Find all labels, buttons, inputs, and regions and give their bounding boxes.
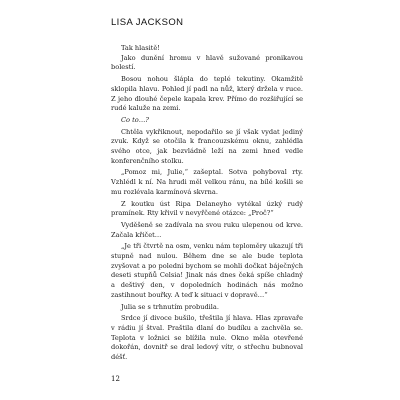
paragraph: „Pomoz mi, Julie,“ zašeptal. Sotva pohyboval rty. Vzhlédl k ní. Na hrudi měl velkou ránu, na bílé košili se mu rozlévala karmínová skvrna.: [111, 168, 303, 196]
body-text: [111, 44, 303, 363]
paragraph: Tak hlasitě!: [121, 44, 160, 52]
paragraph: Julia se s trhnutím probudila.: [121, 302, 219, 311]
page-number: 12: [111, 375, 120, 383]
paragraph: „Je tři čtvrtě na osm, venku nám teploměry ukazují tři stupně nad nulou. Během dne se ale bude teplota zvyšovat a po poledni bychom se mohli dočkat báječných deseti stupňů Celsia! Jinak nás dnes čeká spíše chladný a deštivý den, v dopoledních hodinách nás možno zastihnout bouřky. A teď k situaci v dopravě…“: [111, 242, 303, 299]
running-header-author: LISA JACKSON: [111, 17, 184, 28]
paragraph-italic: [111, 116, 303, 126]
paragraph: Srdce jí divoce bušilo, třeštila jí hlava. Hlas zpravaře v rádiu jí štval. Praštila dlaní do budíku a zachvěla se. Teplota v ložnici se blížila nule. Okno měla otevřené dokořán, dovnitř se dral ledový vítr, o střechu bubnoval déšť.: [111, 314, 303, 362]
paragraph: Bosou nohou šlápla do teplé tekutiny. Okamžitě sklopila hlavu. Pohled jí padl na nůž, který držela v ruce. Z jeho dlouhé čepele kapala krev. Přímo do rozšiřující se rudé kaluže na zemi.: [111, 75, 303, 113]
italic-text: Co to…?: [121, 115, 149, 124]
paragraph: Z koutku úst Ripa Delaneyho vytékal úzký rudý pramínek. Rty křivil v nevyřčené otázce: „Proč?“: [111, 199, 303, 218]
paragraph: Jako dunění hromu v hlavě sužované pronikavou bolestí.: [111, 53, 303, 72]
paragraph: Chtěla vykřiknout, nepodařilo se jí však vydat jediný zvuk. Když se otočila k francouzskému oknu, zahlédla svého otce, jak bezvládně leží na zemi hned vedle konferenčního stolku.: [111, 127, 303, 165]
paragraph: Vyděšeně se zadívala na svou ruku ulepenou od krve. Začala křičet…: [111, 220, 303, 239]
